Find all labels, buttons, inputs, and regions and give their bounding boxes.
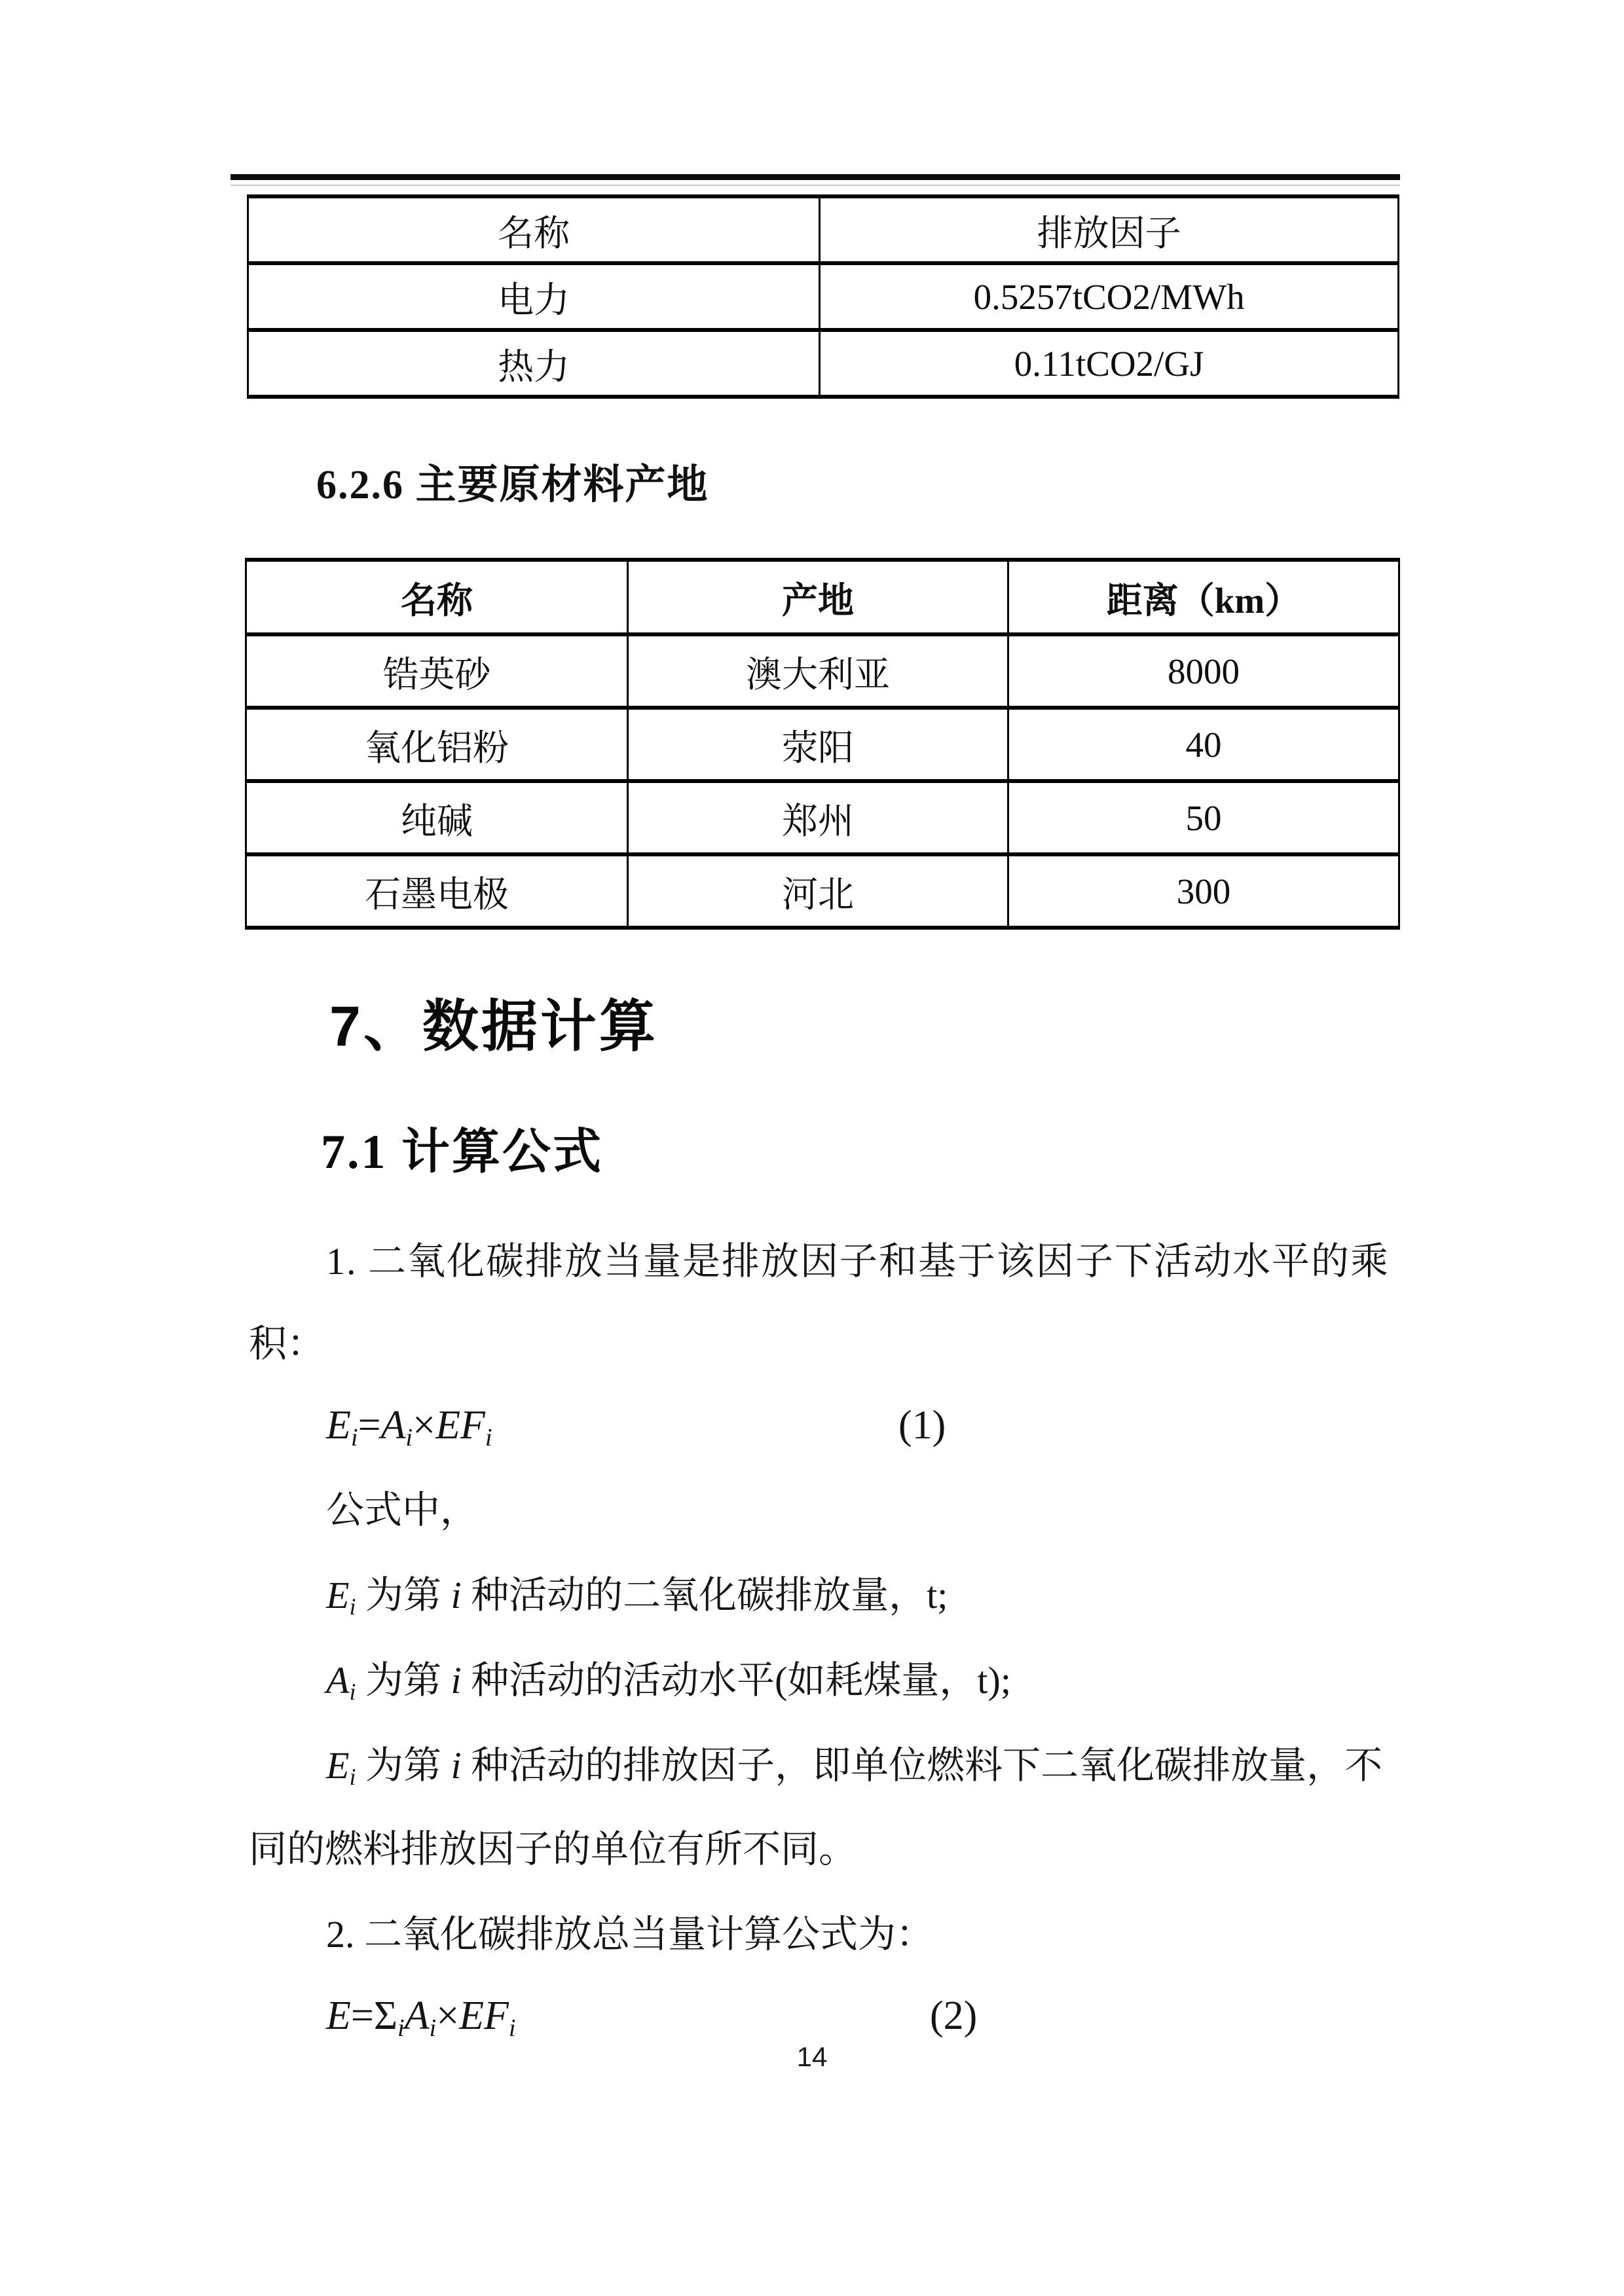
table-header-row [246,560,1399,634]
emission-factor-table [247,194,1399,399]
formula-subscript: i [349,1594,356,1620]
formula-symbol: i [451,1659,462,1702]
formula-2-number: (2) [930,1994,978,2038]
paragraph-text: 2. 二氧化碳排放总当量计算公式为： [326,1913,934,1956]
formula-sigma: Σ [373,1994,397,2038]
definition-text-part: 种活动的活动水平(如耗煤量，t); [461,1659,1011,1702]
table-cell: 石墨电极 [246,854,628,928]
formula-2-expression [249,1994,516,2042]
formula-subscript: i [485,1423,492,1451]
definition-text [249,1574,948,1620]
formula-1 [249,1402,1396,1453]
definition-text [249,1744,1383,1791]
formula-operator: = [358,1403,381,1448]
table-header-cell: 名称 [246,560,628,634]
formula-operator: × [436,1994,460,2038]
table-header-cell: 名称 [248,196,820,263]
table-row [248,263,1399,330]
formula-symbol: i [451,1744,462,1787]
table-header-cell: 排放因子 [820,196,1399,263]
formula-symbol: A [404,1994,430,2038]
table-cell: 荥阳 [627,708,1008,781]
paragraph-1-line-2 [249,1321,1396,1367]
formula-1-expression [249,1403,492,1451]
formula-subscript: i [405,1423,413,1451]
definition-text-part: 为第 [356,1659,451,1702]
header-rule-shadow [231,185,1400,186]
table-header-row [248,196,1399,263]
table-cell: 0.11tCO2/GJ [820,330,1399,397]
paragraph-1-line-1 [249,1239,1396,1285]
table-row [246,781,1399,854]
table-cell: 澳大利亚 [627,634,1008,708]
paragraph-text: 公式中， [326,1489,479,1531]
formula-subscript: i [349,1764,356,1791]
table-cell: 50 [1008,781,1399,854]
formula-subscript: i [350,1423,358,1451]
formula-symbol: A [326,1659,350,1702]
definition-continuation-line [249,1827,1396,1872]
definition-line-2 [249,1658,1396,1708]
paragraph-text: 积： [249,1322,325,1365]
table-cell: 电力 [248,263,820,330]
section-heading-71: 7.1 计算公式 [321,1125,603,1179]
table-cell: 纯碱 [246,781,628,854]
formula-symbol: E [326,1574,350,1616]
paragraph-text: 1. 二氧化碳排放当量是排放因子和基于该因子下活动水平的乘 [326,1240,1390,1283]
section-heading-626: 6.2.6 主要原材料产地 [316,463,709,507]
definition-text-part: 种活动的排放因子，即单位燃料下二氧化碳排放量，不 [461,1744,1383,1787]
formula-intro-line [249,1487,1396,1533]
table-cell: 8000 [1008,634,1399,708]
formula-2 [249,1993,1396,2044]
definition-text [249,1659,1011,1705]
materials-origin-table [245,558,1400,930]
definition-line-3 [249,1743,1396,1793]
formula-symbol: E [326,1744,350,1787]
paragraph-text: 同的燃料排放因子的单位有所不同。 [249,1828,857,1870]
formula-symbol: i [451,1574,462,1616]
definition-text-part: 为第 [356,1744,451,1787]
table-row [246,854,1399,928]
table-cell: 河北 [627,854,1008,928]
table-cell: 0.5257tCO2/MWh [820,263,1399,330]
section-heading-7: 7、数据计算 [329,995,658,1058]
formula-symbol: E [326,1403,351,1448]
formula-subscript: i [349,1679,356,1705]
table-row [246,634,1399,708]
formula-1-number: (1) [898,1403,946,1448]
table-cell: 300 [1008,854,1399,928]
table-header-cell: 距离（km） [1008,560,1399,634]
table-cell: 郑州 [627,781,1008,854]
table-row [248,330,1399,397]
table-header-cell: 产地 [627,560,1008,634]
formula-subscript: i [429,2014,437,2042]
paragraph-2-line [249,1912,1396,1958]
formula-operator: × [413,1403,436,1448]
table-row [246,708,1399,781]
table-cell: 氧化铝粉 [246,708,628,781]
formula-symbol: EF [459,1994,509,2038]
definition-text-part: 种活动的二氧化碳排放量，t; [461,1574,948,1616]
formula-symbol: EF [435,1403,485,1448]
formula-subscript: i [508,2014,516,2042]
table-cell: 热力 [248,330,820,397]
definition-text-part: 为第 [356,1574,451,1616]
table-cell: 锆英砂 [246,634,628,708]
header-rule [231,174,1400,180]
formula-symbol: E [326,1994,351,2038]
formula-symbol: A [380,1403,406,1448]
table-cell: 40 [1008,708,1399,781]
definition-line-1 [249,1573,1396,1623]
page-number: 14 [796,2041,828,2072]
formula-subscript: i [397,2014,405,2042]
formula-operator: = [350,1994,374,2038]
